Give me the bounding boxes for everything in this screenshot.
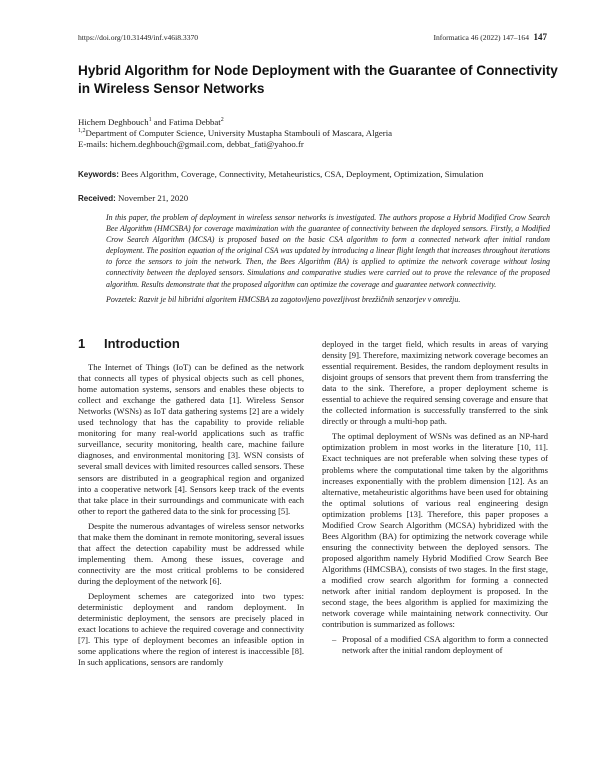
- section-number: 1: [78, 336, 86, 351]
- author-1-affil-mark: 1: [148, 117, 152, 124]
- section-heading: [78, 338, 304, 349]
- right-column: [322, 339, 548, 656]
- paper-title: Hybrid Algorithm for Node Deployment with the Guarantee of Connectivity in Wireless Sensor Networks: [78, 63, 558, 96]
- list-dash: –: [332, 634, 337, 645]
- authors-line: [78, 117, 548, 128]
- abstract-english: In this paper, the problem of deployment in wireless sensor networks is investigated. The authors propose a Hybrid Modified Crow Search Bee Algorithm (HMCSBA) for coverage maximization with the guarantee of connectivity between the deployed sensors. Firstly, a Modified Crow Search Algorithm (MCSA) is proposed based on the basic CSA algorithm to form a connected network after initial random deployment. The position equation of the original CSA was updated by introducing a linear flight length that increases throughout iterations to force the sensors to join the network. Then, the Bees Algorithm (BA) is applied to optimize the network coverage without losing connectivity between the deployed sensors. Simulations and comparative studies were carried out to prove the relevance of the proposed algorithm. Results demonstrate that the proposed algorithm can optimize the coverage and guarantee network connectivity.: [106, 213, 550, 289]
- keywords-label: Keywords:: [78, 170, 119, 179]
- intro-paragraph-2: Despite the numerous advantages of wireless sensor networks that make them the dominant in remote monitoring, several issues that affect the detection capability must be addressed while implementing them. Among these issues, coverage and connectivity are the most critical problems to be considered during the deployment of the network [6].: [78, 520, 304, 586]
- keywords-text: Bees Algorithm, Coverage, Connectivity, Metaheuristics, CSA, Deployment, Optimization, Simulation: [118, 169, 484, 179]
- journal-citation: Informatica 46 (2022) 147–164: [433, 33, 529, 42]
- received-line: [78, 193, 548, 204]
- contribution-list-item: [322, 634, 548, 656]
- intro-paragraph-1: The Internet of Things (IoT) can be defined as the network that connects all types of physical objects such as cell phones, home automation systems, sensors and enables these objects to collect and exchange the gathered data [1]. Wireless Sensor Networks (WSNs) as IoT data gathering systems [2] are a widely used technology that has the capability to provide reliable monitoring for many real-world applications such as traffic surveillance, security monitoring, health care, machine failure diagnoses, and environmental monitoring [3]. WSN consists of several small devices with limited resources called sensors. These sensors are distributed in a geographical region and organized into a cooperative network [4]. Sensors keep track of the events that take place in their surroundings and communicate with each other to report the gathered data to the sink for processing [5].: [78, 362, 304, 516]
- doi-link[interactable]: https://doi.org/10.31449/inf.v46i8.3370: [78, 33, 199, 42]
- emails-line: E-mails: hichem.deghbouch@gmail.com, debbat_fati@yahoo.fr: [78, 139, 304, 149]
- abstract-slovene: Povzetek: Razvit je bil hibridni algoritem HMCSBA za zagotovljeno povezljivost brezžičnih senzorjev v omrežju.: [106, 294, 461, 304]
- intro-paragraph-3-continued: deployed in the target field, which results in areas of varying density [9]. Therefore, maximizing network coverage becomes an essential requirement. Besides, the random deployment results in disjoint groups of sensors that prevent them from transferring the data to the sink. Therefore, a proper deployment scheme is essential to achieve the required sensing coverage and ensure that the collected information is successfully transferred to the sink directly or through a multi-hop path.: [322, 339, 548, 427]
- affiliation-line: [78, 128, 548, 139]
- received-date: November 21, 2020: [115, 193, 189, 203]
- author-1: Hichem Deghbouch: [78, 117, 149, 127]
- section-title: Introduction: [104, 336, 180, 351]
- abstract: [106, 212, 550, 309]
- intro-paragraph-3: Deployment schemes are categorized into two types: deterministic deployment and random deployment. In deterministic deployment, the sensors are precisely placed in exact locations to achieve the required coverage and connectivity [7]. This type of deployment becomes an infeasible option in some applications where the region of interest is inaccessible [8]. In such applications, sensors are randomly: [78, 590, 304, 668]
- left-column: [78, 338, 304, 672]
- running-header: [78, 33, 547, 45]
- author-2-affil-mark: 2: [220, 117, 224, 124]
- page-number: 147: [533, 32, 547, 42]
- author-2: and Fatima Debbat: [151, 117, 221, 127]
- affiliation-mark: 1,2: [78, 128, 86, 135]
- contribution-text: Proposal of a modified CSA algorithm to form a connected network after the initial random deployment of: [342, 634, 548, 656]
- affiliation-text: Department of Computer Science, University Mustapha Stambouli of Mascara, Algeria: [85, 128, 393, 138]
- received-label: Received:: [78, 194, 116, 203]
- intro-paragraph-4: The optimal deployment of WSNs was defined as an NP-hard optimization problem in most works in the literature [10, 11]. Exact techniques are not preferable when solving these types of problems where the computational time taken by the algorithms increases exponentially with the problem dimension [12]. As an alternative, metaheuristic algorithms have been used for obtaining the optimal solutions of various real engineering design optimization problems [13]. Therefore, this paper proposes a Modified Crow Search Algorithm (MCSA) hybridized with the Bees Algorithm (BA) for optimizing the network coverage while ensuring the connectivity between the deployed sensors. The proposed algorithm namely Hybrid Modified Crow Search Bee Algorithms (HMCSBA), consists of two stages. In the first stage, a modified crow search algorithm for forming a connected network after initial random deployment is proposed. In the second stage, the bees algorithm is applied for maximizing the network coverage while maintaining network connectivity. Our contribution is summarized as follows:: [322, 431, 548, 630]
- keywords-line: [78, 169, 548, 180]
